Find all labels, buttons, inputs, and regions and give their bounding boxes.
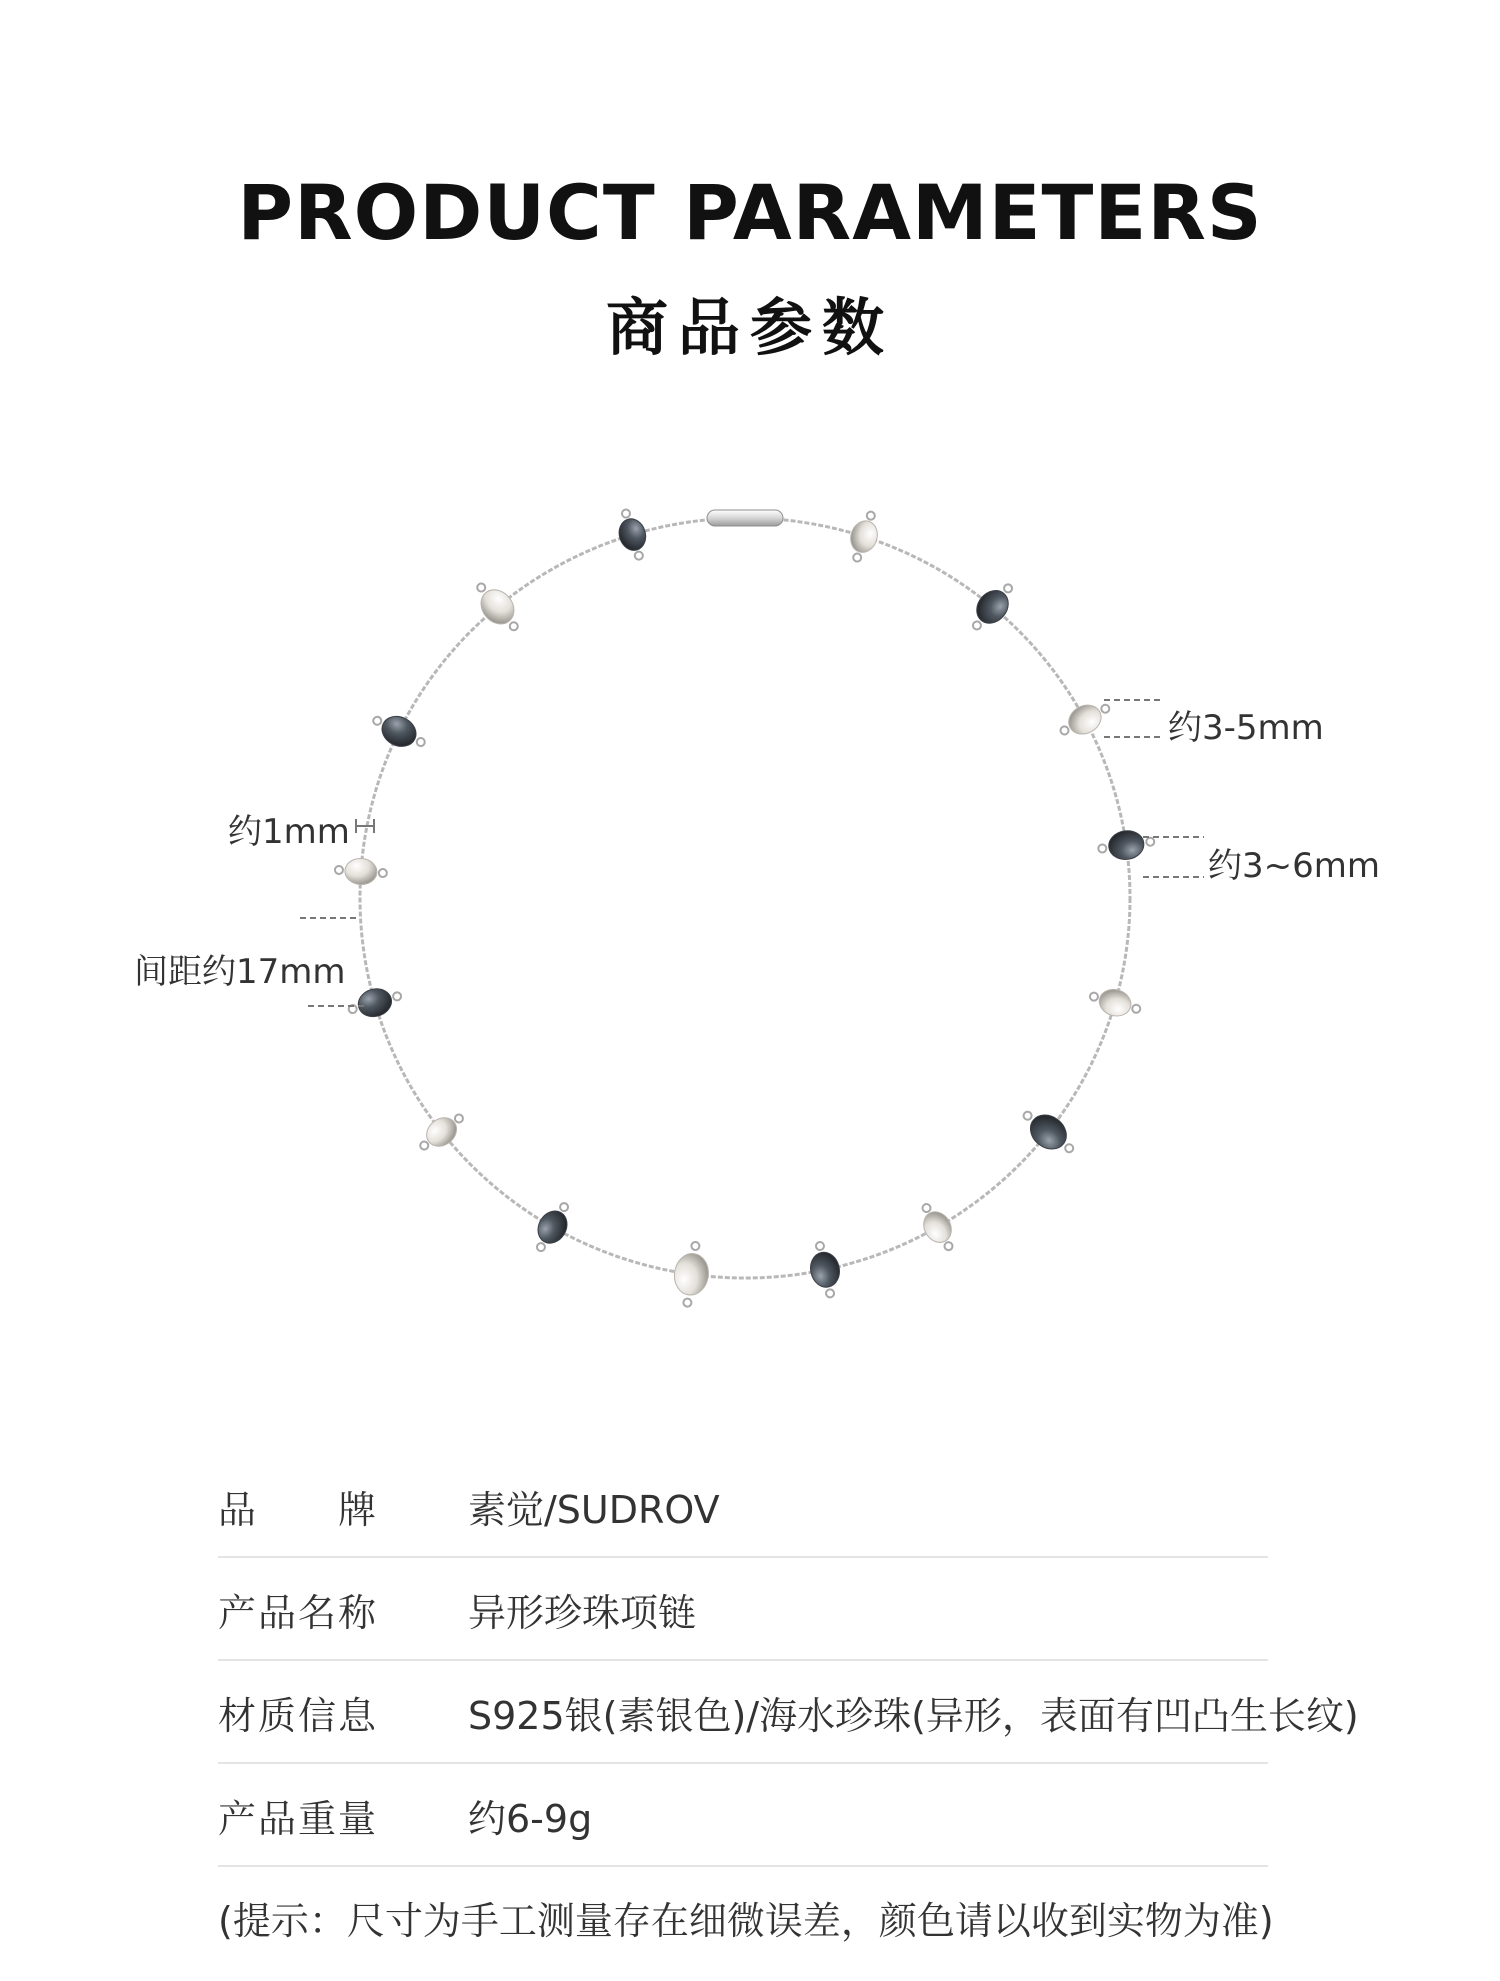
white-pearl [334,857,388,887]
dim-label-spacing: 间距约17mm [134,952,346,992]
param-value: 约6-9g [468,1797,593,1841]
white-pearl [413,1106,470,1159]
clasp [707,510,783,526]
dark-pearl [805,1239,845,1300]
dark-pearl [963,576,1021,638]
white-pearl [467,575,528,639]
dim-label-pearl-large: 约3~6mm [1208,846,1380,886]
param-label: 材质信息 [218,1694,379,1738]
param-row-weight [218,1764,1268,1867]
title-chinese: 商品参数 [605,291,894,364]
white-pearl [913,1198,962,1256]
dark-pearl [367,706,430,756]
param-value: S925银(素银色)/海水珍珠(异形，表面有凹凸生长纹) [468,1694,1359,1738]
title-english: PRODUCT PARAMETERS [237,168,1263,257]
dark-pearl [1015,1101,1082,1163]
param-row-brand [218,1455,1268,1558]
white-pearl [1087,983,1144,1022]
dim-label-clasp-gap: 约1mm [228,812,350,852]
dark-pearl [1096,827,1156,863]
param-label: 产品名称 [218,1591,379,1635]
white-pearl [670,1240,713,1309]
param-value: 异形珍珠项链 [468,1591,697,1635]
dark-pearl [612,506,652,563]
necklace-illustration [0,480,1500,1360]
disclaimer-note: (提示：尺寸为手工测量存在细微误差，颜色请以收到实物为准) [218,1899,1274,1943]
dark-pearl [527,1197,578,1258]
dim-label-pearl-small: 约3-5mm [1168,708,1324,748]
parameter-table [218,1455,1359,1867]
param-row-product-name [218,1558,1268,1661]
param-label: 产品重量 [218,1797,379,1841]
white-pearl [844,508,885,565]
param-label: 品 牌 [218,1488,379,1532]
dark-pearl [345,982,405,1023]
param-row-material [218,1661,1359,1764]
param-value: 素觉/SUDROV [468,1488,720,1532]
chain [360,518,1130,1278]
